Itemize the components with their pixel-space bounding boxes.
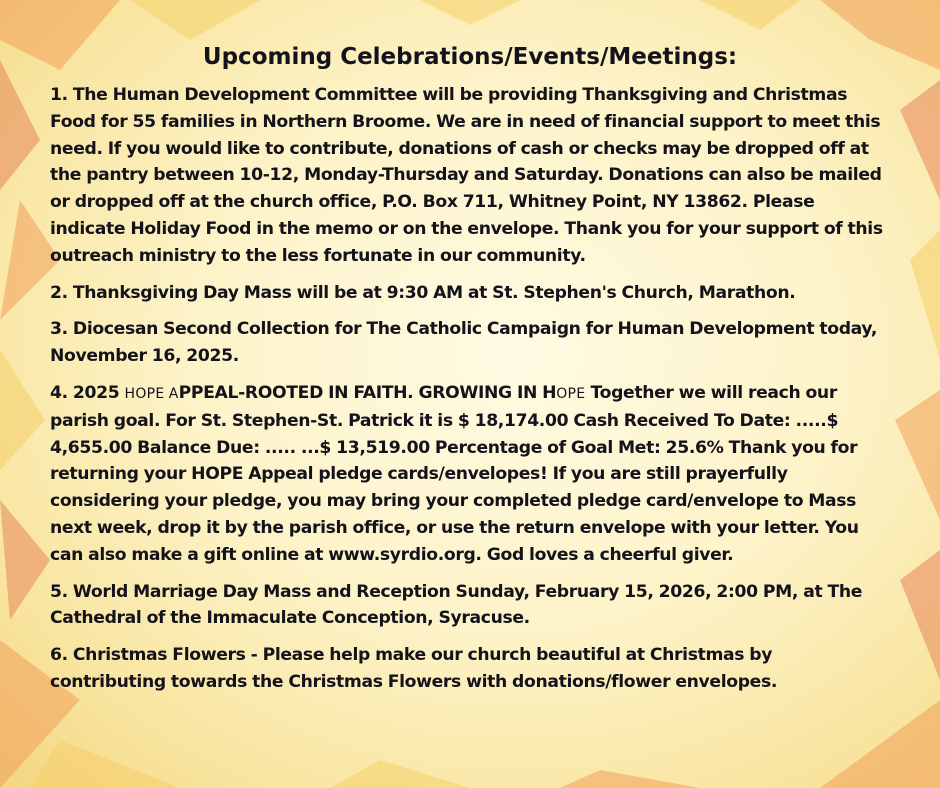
leaf-shape bbox=[910, 230, 940, 360]
item-4-rest: Together we will reach our parish goal. For St. Stephen-St. Patrick it is $ 18,174.00 Cash Received To Date: .....$ 4,655.00 Balance Due: ..... ...$ 13,519.00 Percentage of Goal Met: 25.6% Thank you for returning your HOPE Appeal pledge cards/envelopes! If you are still prayerfully considering your pledge, you may bring your completed pledge card/envelope to Mass next week, drop it by the parish office, or use the return envelope with your letter. You can also make a gift online at www.syrdio.org. God loves a cheerful giver. bbox=[50, 382, 859, 565]
announcement-item-6: 6. Christmas Flowers - Please help make our church beautiful at Christmas by contributing towards the Christmas Flowers with donations/flower envelopes. bbox=[50, 645, 778, 692]
announcement-item-2: 2. Thanksgiving Day Mass will be at 9:30 AM at St. Stephen's Church, Marathon. bbox=[50, 282, 796, 303]
announcements bbox=[50, 40, 890, 706]
leaf-shape bbox=[820, 700, 940, 788]
leaf-shape bbox=[130, 0, 260, 40]
item-4-small-caps-1: HOPE A bbox=[124, 385, 179, 402]
announcement-item-1: 1. The Human Development Committee will be providing Thanksgiving and Christmas Food for 55 families in Northern Broome. We are in need of financial support to meet this need. If you would like to contribute, donations of cash or checks may be dropped off at the pantry between 10-12, Monday-Thursday and Saturday. Donations can also be mailed or dropped off at the church office, P.O. Box 711, Whitney Point, NY 13862. Please indicate Holiday Food in the memo or on the envelope. Thank you for your support of this outreach ministry to the less fortunate in our community. bbox=[50, 85, 883, 266]
item-4-middle: PPEAL-ROOTED IN FAITH. GROWING IN H bbox=[178, 382, 557, 403]
leaf-shape bbox=[700, 0, 800, 30]
leaf-shape bbox=[900, 80, 940, 200]
announcement-item-5: 5. World Marriage Day Mass and Reception Sunday, February 15, 2026, 2:00 PM, at The Cathedral of the Immaculate Conception, Syracuse. bbox=[50, 581, 863, 629]
announcement-item-3: 3. Diocesan Second Collection for The Catholic Campaign for Human Development today, November 16, 2025. bbox=[50, 319, 878, 367]
leaf-shape bbox=[0, 500, 50, 620]
leaf-shape bbox=[30, 740, 180, 788]
leaf-shape bbox=[560, 770, 700, 788]
leaf-shape bbox=[900, 550, 940, 680]
leaf-shape bbox=[895, 390, 940, 520]
announcement-item-4 bbox=[50, 380, 890, 569]
item-4-prefix: 4. 2025 bbox=[50, 382, 125, 403]
leaf-shape bbox=[0, 350, 45, 470]
page-title: Upcoming Celebrations/Events/Meetings: bbox=[202, 44, 738, 70]
leaf-shape bbox=[420, 0, 520, 25]
leaf-shape bbox=[330, 760, 470, 788]
item-4-small-caps-2: OPE bbox=[556, 385, 586, 402]
leaf-shape bbox=[0, 60, 40, 190]
